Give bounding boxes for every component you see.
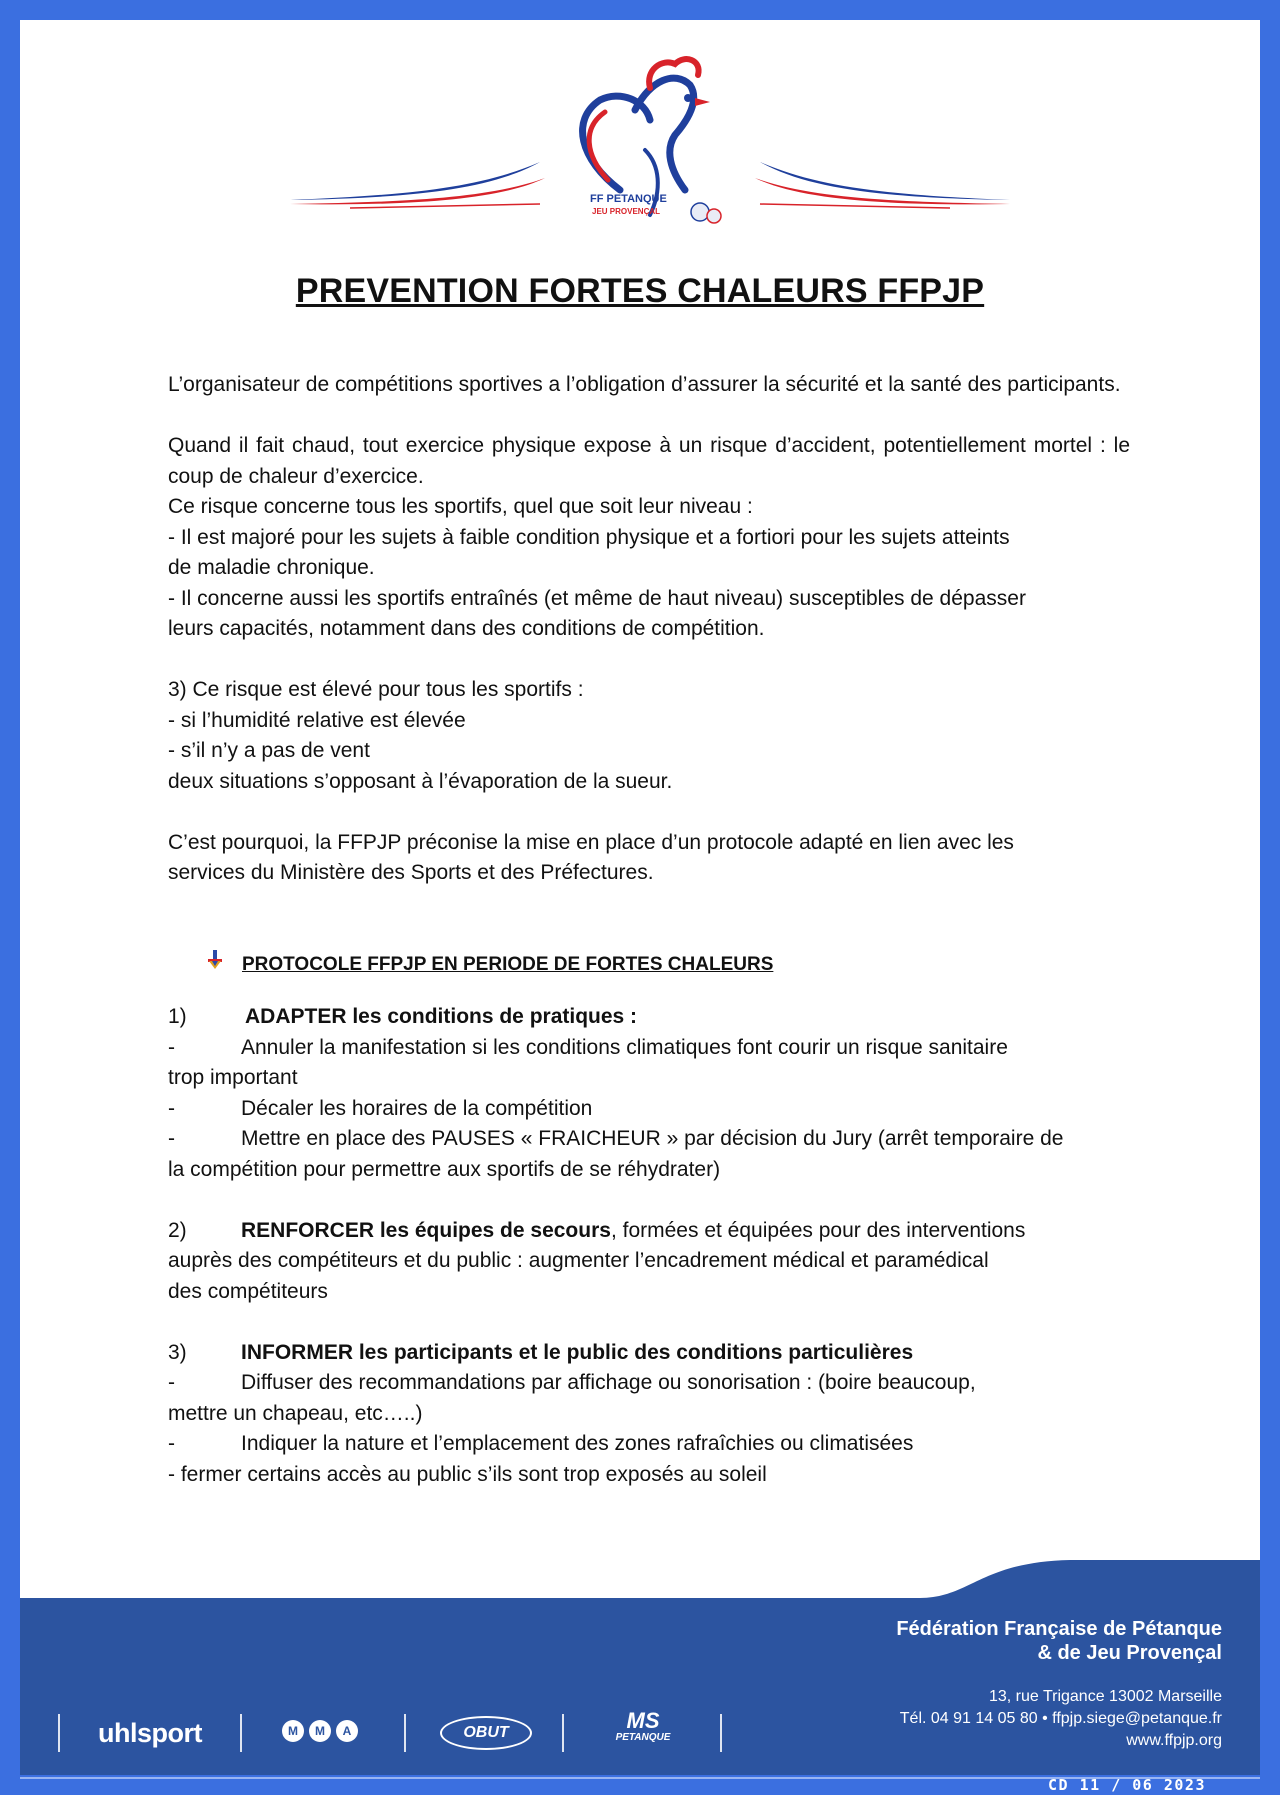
risk-wind: - s’il n’y a pas de vent bbox=[168, 739, 370, 762]
page-title: PREVENTION FORTES CHALEURS FFPJP bbox=[295, 272, 985, 310]
document-code: CD 11 / 06 2023 bbox=[1048, 1776, 1206, 1794]
footer-separator bbox=[404, 1714, 406, 1752]
protocol-heading-text: PROTOCOLE FFPJP EN PERIODE DE FORTES CHALEURS bbox=[242, 953, 774, 975]
federation-contact bbox=[900, 1686, 1222, 1752]
intro-line-majore: - Il est majoré pour les sujets à faible condition physique et a fortiori pour les sujets atteints de maladie chronique. bbox=[168, 525, 1010, 579]
document-page bbox=[20, 20, 1260, 1775]
footer-separator bbox=[240, 1714, 242, 1752]
intro-line-risk: Ce risque concerne tous les sportifs, quel que soit leur niveau : bbox=[168, 495, 753, 518]
section-3-item-3: - fermer certains accès au public s’ils sont trop exposés au soleil bbox=[168, 1462, 767, 1486]
section-3-item-2: - Indiquer la nature et l’emplacement des zones rafraîchies ou climatisées bbox=[168, 1432, 914, 1455]
footer bbox=[20, 1560, 1260, 1775]
section-2-heading: RENFORCER les équipes de secours bbox=[241, 1218, 611, 1242]
intro-paragraph-1: L’organisateur de compétitions sportives a l’obligation d’assurer la sécurité et la santé des participants. bbox=[168, 373, 1121, 396]
obut-text: OBUT bbox=[463, 1724, 509, 1741]
section-3-item-1-cont: mettre un chapeau, etc…..) bbox=[168, 1401, 423, 1425]
section-1-number: 1) bbox=[168, 1005, 187, 1028]
section-1-item-1: - Annuler la manifestation si les conditions climatiques font courir un risque sanitaire bbox=[168, 1035, 1008, 1059]
intro-paragraph-4: C’est pourquoi, la FFPJP préconise la mise en place d’un protocole adapté en lien avec les services du Ministère des Sports et des Préfectures. bbox=[168, 830, 1014, 884]
federation-phone-email: Tél. 04 91 14 05 80 • ffpjp.siege@petanque.fr bbox=[899, 1710, 1222, 1727]
section-3-title bbox=[168, 1338, 1130, 1369]
risk-heading: 3) Ce risque est élevé pour tous les sportifs : bbox=[168, 678, 584, 701]
section-3-heading: INFORMER les participants et le public des conditions particulières bbox=[241, 1340, 914, 1364]
section-2-title: 2) RENFORCER les équipes de secours, formées et équipées pour des interventions bbox=[168, 1216, 1130, 1247]
logo-text-line1: FF PETANQUE bbox=[590, 193, 667, 205]
section-1-item-2: - Décaler les horaires de la compétition bbox=[168, 1096, 593, 1120]
mma-letter: A bbox=[336, 1720, 358, 1742]
mma-letter: M bbox=[309, 1720, 331, 1742]
intro-paragraph-2: Quand il fait chaud, tout exercice physique expose à un risque d’accident, potentiellement mortel : le coup de chaleur d’exercice. bbox=[168, 434, 1130, 488]
section-1-title bbox=[168, 1002, 1130, 1033]
footer-separator bbox=[562, 1714, 564, 1752]
sponsor-uhlsport: uhlsport bbox=[98, 1718, 202, 1748]
arrow-down-icon bbox=[206, 950, 242, 981]
document-body bbox=[168, 370, 1130, 1490]
section-1-item-1-cont: trop important bbox=[168, 1066, 298, 1089]
risk-evaporation: deux situations s’opposant à l’évaporation de la sueur. bbox=[168, 769, 673, 793]
ffpjp-rooster-logo bbox=[290, 40, 1010, 240]
intro-line-concerne: - Il concerne aussi les sportifs entraînés (et même de haut niveau) susceptibles de dépasser leurs capacités, notamment dans des conditions de compétition. bbox=[168, 586, 1026, 640]
logo-text-line2: JEU PROVENÇAL bbox=[592, 207, 661, 216]
section-2-line-2: auprès des compétiteurs et du public : augmenter l’encadrement médical et paramédical bbox=[168, 1249, 989, 1272]
section-2-line-3: des compétiteurs bbox=[168, 1279, 328, 1303]
footer-separator bbox=[58, 1714, 60, 1752]
footer-separator bbox=[720, 1714, 722, 1752]
sponsor-obut-logo bbox=[440, 1716, 532, 1750]
federation-website[interactable]: www.ffpjp.org bbox=[1126, 1732, 1222, 1749]
ms-text: MS bbox=[626, 1708, 660, 1733]
sponsor-ms-logo bbox=[602, 1710, 684, 1744]
protocol-heading bbox=[206, 950, 1130, 981]
federation-address: 13, rue Trigance 13002 Marseille bbox=[988, 1688, 1222, 1705]
section-1-heading: ADAPTER les conditions de pratiques : bbox=[245, 1005, 638, 1028]
section-1-item-3-cont: la compétition pour permettre aux sportifs de se réhydrater) bbox=[168, 1157, 721, 1181]
section-2-number: 2) bbox=[168, 1218, 187, 1242]
risk-humidity: - si l’humidité relative est élevée bbox=[168, 708, 466, 732]
section-3-number: 3) bbox=[168, 1340, 187, 1364]
sponsor-mma-logo bbox=[282, 1720, 358, 1742]
federation-name: Fédération Française de Pétanque & de Jeu Provençal bbox=[896, 1618, 1222, 1664]
mma-letter: M bbox=[282, 1720, 304, 1742]
ms-subtext: PETANQUE bbox=[615, 1732, 671, 1743]
section-1-item-3: - Mettre en place des PAUSES « FRAICHEUR » par décision du Jury (arrêt temporaire de bbox=[168, 1127, 1064, 1150]
section-3-item-1: - Diffuser des recommandations par affichage ou sonorisation : (boire beaucoup, bbox=[168, 1371, 976, 1394]
